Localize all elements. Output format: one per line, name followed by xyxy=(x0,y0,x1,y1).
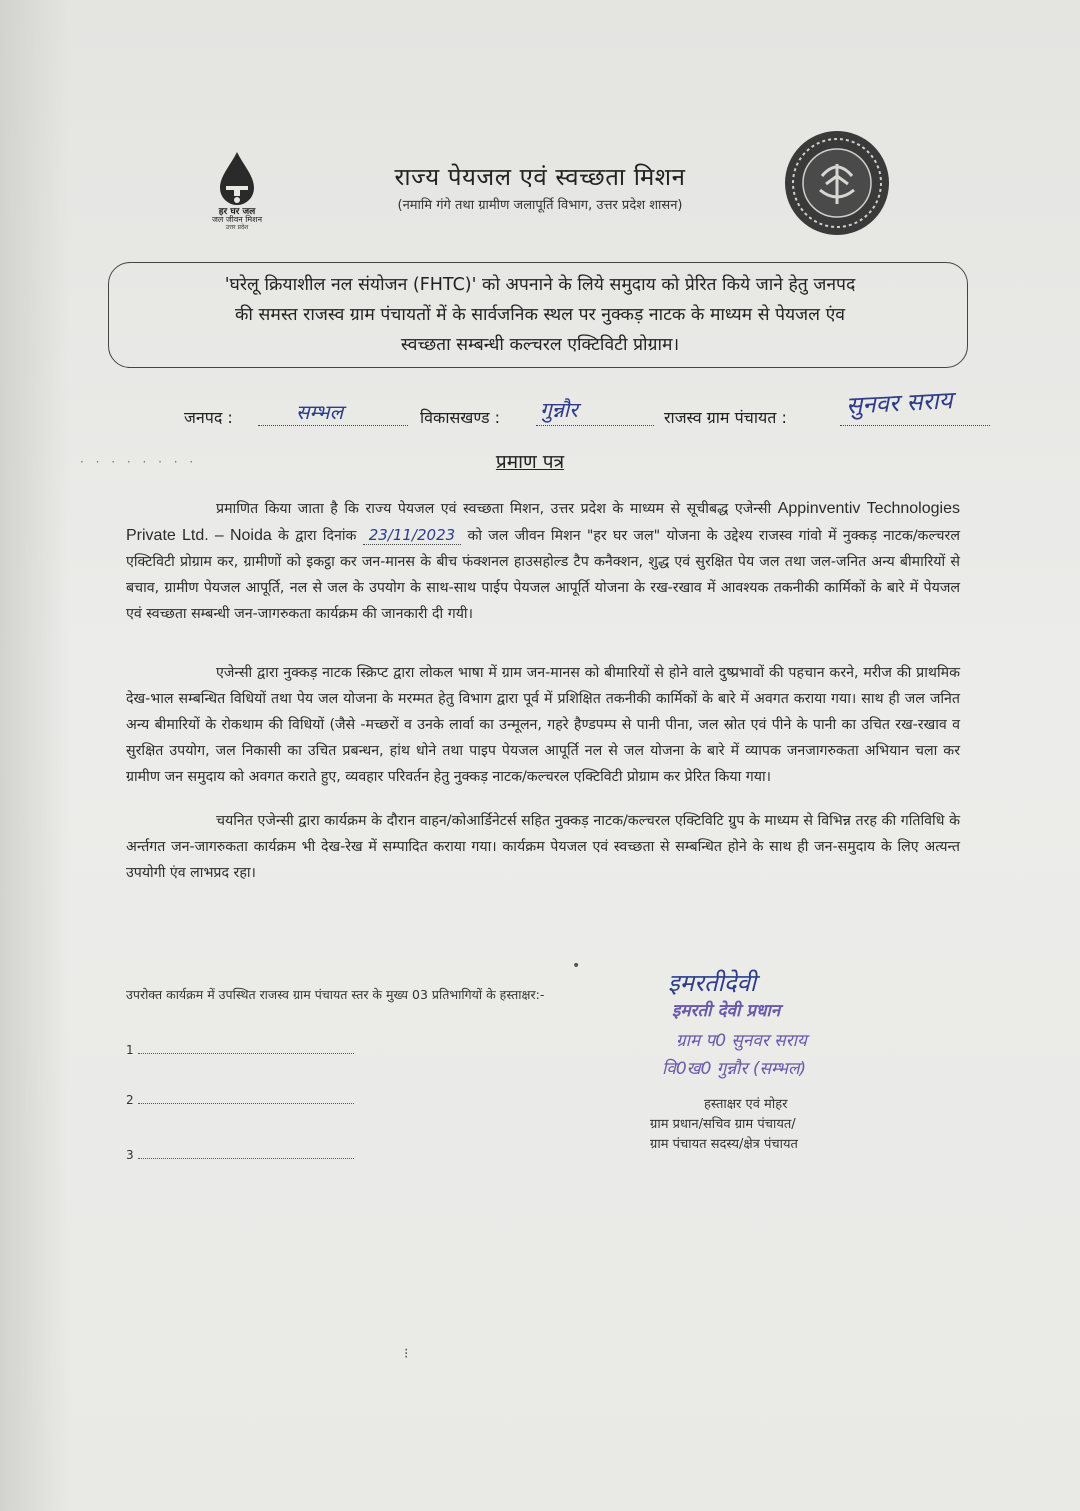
participant-signature-line-1 xyxy=(126,1043,366,1057)
participant-number-1: 1 xyxy=(126,1043,134,1057)
district-dotted-line xyxy=(258,425,408,426)
logo-text-2: जल जीवन मिशन xyxy=(211,215,263,224)
panchayat-dotted-line xyxy=(840,425,990,426)
participant-number-3: 3 xyxy=(126,1148,134,1162)
certificate-title: प्रमाण पत्र xyxy=(495,451,565,473)
signature-caption-3: ग्राम पंचायत सदस्य/क्षेत्र पंचायत xyxy=(650,1137,798,1152)
paragraph-1-date-label: के द्वारा दिनांक xyxy=(278,528,357,544)
handwritten-signature: इमरतीदेवी xyxy=(668,969,757,997)
agency-name: Appinventiv Technologies Private Ltd. – Noida xyxy=(126,500,960,544)
participant-number-2: 2 xyxy=(126,1093,134,1107)
up-government-seal xyxy=(782,128,892,238)
block-value: गुन्नौर xyxy=(540,398,578,422)
program-title-text xyxy=(120,270,960,360)
district-value: सम्भल xyxy=(296,400,344,424)
panchayat-label: राजस्व ग्राम पंचायत : xyxy=(664,408,787,427)
event-date: 23/11/2023 xyxy=(363,526,461,545)
scan-mark-dot: • xyxy=(572,958,581,974)
logo-text-1: हर घर जल xyxy=(218,207,256,217)
department-subtitle: (नमामि गंगे तथा ग्रामीण जलापूर्ति विभाग, उत्तर प्रदेश शासन) xyxy=(397,198,683,213)
panchayat-value: सुनवर सराय xyxy=(845,386,954,420)
scan-mark-dot-bottom: ⁝ xyxy=(404,1346,409,1362)
attendance-note: उपरोक्त कार्यक्रम में उपस्थित राजस्व ग्राम पंचायत स्तर के मुख्य 03 प्रतिभागियों के हस्ताक्षर:- xyxy=(126,987,545,1002)
paragraph-1-body: को जल जीवन मिशन "हर घर जल" योजना के उद्देश्य राजस्व गांवो में नुक्कड़ नाटक/कल्चरल एक्टिविटी प्रोग्राम कर, ग्रामीणों को इकट्ठा कर जन-मानस के बीच फंक्शनल हाउसहोल्ड टैप कनैक्शन, शुद्ध एवं सुरक्षित पेय जल तथा जल-जनित अन्य बीमारियों से बचाव, ग्रामीण पेयजल आपूर्ति, नल से जल के उपयोग के साथ-साथ पाईप पेयजल आपूर्ति योजना के रख-रखाव में आवश्यक तकनीकी कार्मिकों के बारे में पेयजल एवं स्वच्छता सम्बन्धी जन-जागरुकता कार्यक्रम की जानकारी दी गयी। xyxy=(126,528,960,622)
program-line-3: स्वच्छता सम्बन्धी कल्चरल एक्टिविटी प्रोग्राम। xyxy=(400,335,680,355)
mission-title: राज्य पेयजल एवं स्वच्छता मिशन xyxy=(394,163,686,191)
participant-signature-line-3 xyxy=(126,1148,366,1162)
block-dotted-line xyxy=(536,425,654,426)
certificate-paragraph-1 xyxy=(126,496,960,627)
certificate-paragraph-2: एजेन्सी द्वारा नुक्कड़ नाटक स्क्रिप्ट द्वारा लोकल भाषा में ग्राम जन-मानस को बीमारियों से होने वाले दुष्प्रभावों की पहचान करने, मरीज की प्राथमिक देख-भाल सम्बन्धित विधियों तथा पेय जल योजना के मरम्मत हेतु विभाग द्वारा पूर्व में प्रशिक्षित तकनीकी कार्मिकों के बारे में अवगत कराया गया। साथ ही जल जनित अन्य बीमारियों के रोकथाम की विधियों (जैसे -मच्छरों व उनके लार्वा का उन्मूलन, गहरे हैण्डपम्प से पानी पीना, जल स्रोत एवं पीने के पानी का उचित रख-रखाव व सुरक्षित उपयोग, जल निकासी का उचित प्रबन्धन, हांथ धोने तथा पाइप पेयजल आपूर्ति नल से जल योजना के बारे में व्यापक जनजागरुकता अभियान चला कर ग्रामीण जन समुदाय को अवगत कराते हुए, व्यवहार परिवर्तन हेतु नुक्कड़ नाटक/कल्चरल एक्टिविटी प्रोग्राम कर प्रेरित किया गया। xyxy=(126,665,960,785)
stamp-line-2: ग्राम प0 सुनवर सराय xyxy=(676,1031,807,1051)
har-ghar-jal-logo xyxy=(192,148,282,233)
district-label: जनपद : xyxy=(184,408,233,427)
block-label: विकासखण्ड : xyxy=(420,408,501,427)
seal-emblem-icon xyxy=(782,128,892,238)
signature-caption-1: हस्ताक्षर एवं मोहर xyxy=(704,1097,788,1112)
paragraph-1-intro: प्रमाणित किया जाता है कि राज्य पेयजल एवं स्वच्छता मिशन, उत्तर प्रदेश के माध्यम से सूचीबद्ध एजेन्सी xyxy=(216,501,772,517)
scan-mark: · · · · · · · · xyxy=(80,455,198,469)
participant-signature-line-2 xyxy=(126,1093,366,1107)
logo-text-3: उत्तर प्रदेश xyxy=(225,224,249,231)
signature-caption-2: ग्राम प्रधान/सचिव ग्राम पंचायत/ xyxy=(650,1117,796,1132)
program-line-2: की समस्त राजस्व ग्राम पंचायतों में के सार्वजनिक स्थल पर नुक्कड़ नाटक के माध्यम से पेयजल एंव xyxy=(234,305,845,325)
program-line-1: 'घरेलू क्रियाशील नल संयोजन (FHTC)' को अपनाने के लिये समुदाय को प्रेरित किये जाने हेतु जनपद xyxy=(224,275,856,295)
stamp-line-3: वि0ख0 गुन्नौर (सम्भल) xyxy=(662,1059,807,1079)
certificate-paragraph-3: चयनित एजेन्सी द्वारा कार्यक्रम के दौरान वाहन/कोआर्डिनेटर्स सहित नुक्कड़ नाटक/कल्चरल एक्टिविटि ग्रुप के माध्यम से विभिन्न तरह की गतिविधि के अर्न्तगत जन-जागरुकता कार्यक्रम भी देख-रेख में सम्पादित कराया गया। कार्यक्रम पेयजल एवं स्वच्छता से सम्बन्धित होने के साथ ही जन-समुदाय के लिए अत्यन्त उपयोगी एंव लाभप्रद रहा। xyxy=(126,813,960,881)
stamp-line-1: इमरती देवी प्रधान xyxy=(672,1001,781,1021)
